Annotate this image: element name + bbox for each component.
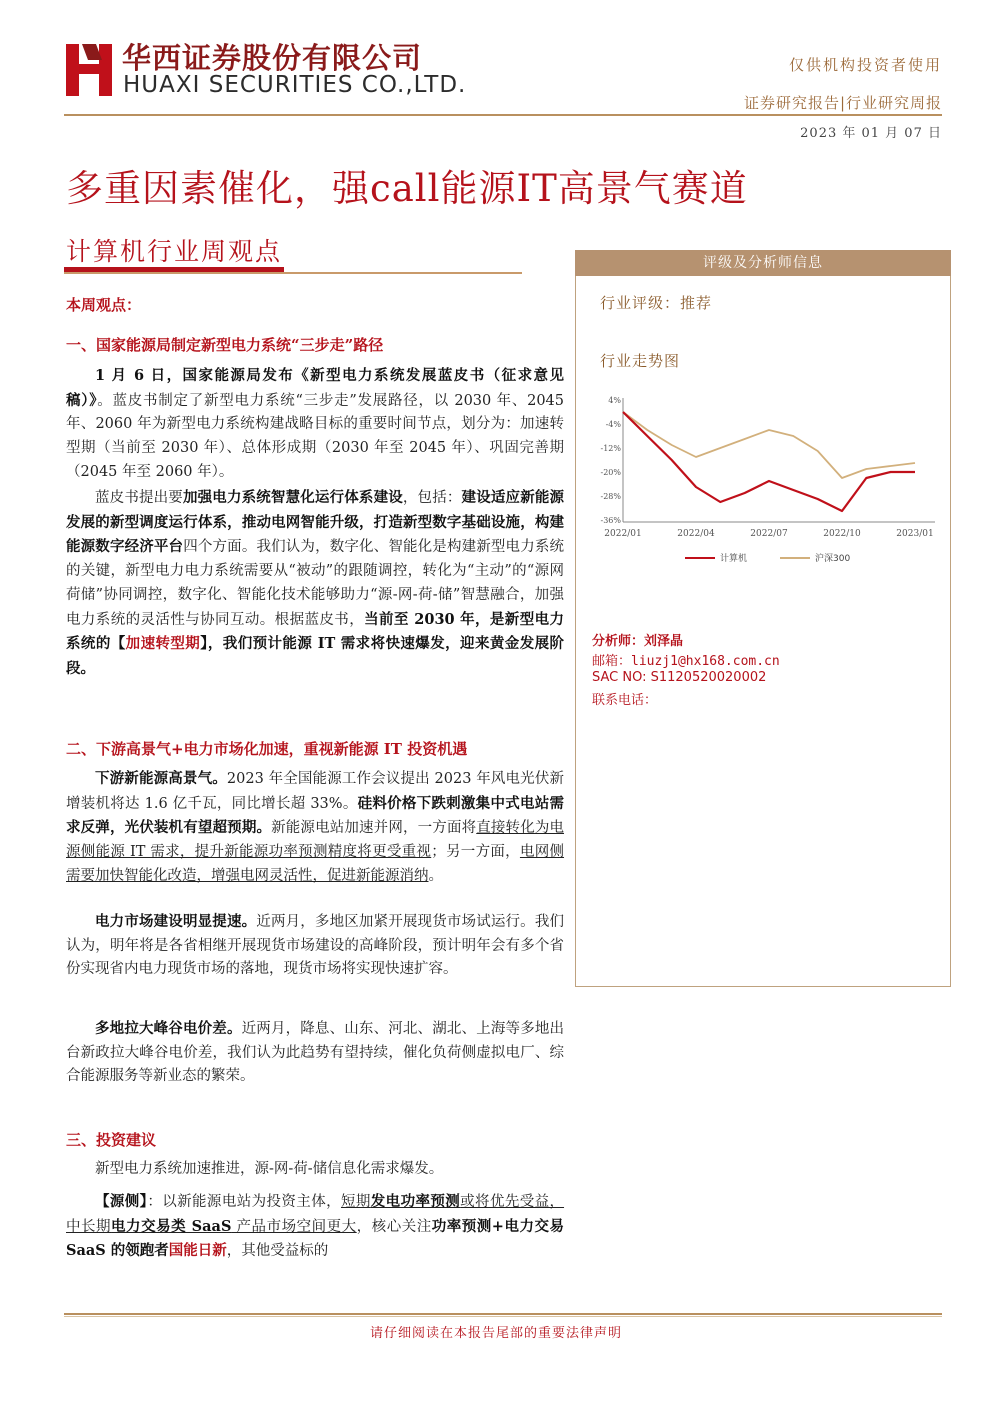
s2p1-t7: 。 bbox=[428, 867, 443, 884]
s2p3-t1: 近两月，降息、山东、河北、湖北、上海等多地出台新政拉大峰谷电价差，我们认为此趋势有望持续，催化负荷侧虚拟电厂、综合能源服务等新业态的繁荣。 bbox=[66, 1021, 565, 1085]
section-1-paragraph-2 bbox=[66, 486, 564, 682]
report-date: 2023 年 01 月 07 日 bbox=[800, 126, 942, 141]
report-type: 证券研究报告|行业研究周报 bbox=[743, 94, 942, 112]
analyst-email[interactable]: 邮箱：liuzj1@hx168.com.cn bbox=[592, 654, 780, 669]
week-view-heading: 本周观点： bbox=[66, 296, 142, 314]
huaxi-logo-icon bbox=[66, 40, 112, 96]
y-tick-label: -36% bbox=[600, 516, 621, 525]
x-tick-label: 2022/01 bbox=[604, 529, 642, 539]
panel-title: 评级及分析师信息 bbox=[575, 250, 951, 276]
s3p2-t1: ：以新能源电站为投资主体， bbox=[147, 1194, 341, 1210]
s2p1-t5: ；另一方面， bbox=[431, 844, 520, 861]
section-2-paragraph-3 bbox=[66, 1017, 564, 1089]
trend-chart-title: 行业走势图 bbox=[600, 352, 681, 370]
s1p1-bold: 1 月 6 日，国家能源局发布《新型电力系统发展蓝皮书（征求意见稿）》 bbox=[66, 367, 564, 409]
s1p2-b7: 】，我们预计能源 IT 需求将快速爆发，迎来黄金发展阶段。 bbox=[66, 635, 565, 677]
x-tick-label: 2022/07 bbox=[750, 529, 788, 539]
s3p2-t2: 短期 bbox=[340, 1194, 371, 1210]
footer-divider-thin bbox=[64, 1316, 942, 1317]
s2p1-t1: 2023 年全国能源工作会议提出 2023 年风电光伏新增装机将达 1.6 亿千瓦，同比增长超 33%。 bbox=[66, 771, 564, 812]
section-2-paragraph-1 bbox=[66, 767, 564, 889]
s1p2-t2: ，包括： bbox=[402, 490, 462, 506]
industry-rating: 行业评级：推荐 bbox=[600, 294, 713, 312]
section-3-paragraph-2 bbox=[66, 1190, 564, 1264]
chart-series bbox=[623, 412, 915, 511]
x-axis-ticks bbox=[604, 529, 933, 539]
s3p2-t7: ，核心关注 bbox=[356, 1218, 432, 1235]
legal-notice: 请仔细阅读在本报告尾部的重要法律声明 bbox=[369, 1326, 622, 1341]
section-1-heading: 一、国家能源局制定新型电力系统“三步走”路径 bbox=[66, 336, 384, 354]
analyst-phone: 联系电话： bbox=[592, 693, 658, 708]
s3p2-t6: 产品市场空间更大 bbox=[231, 1218, 357, 1235]
x-tick-label: 2022/04 bbox=[677, 529, 715, 539]
x-tick-label: 2022/10 bbox=[823, 529, 861, 539]
series-line bbox=[623, 412, 915, 478]
subtitle-divider bbox=[64, 272, 522, 274]
s2p1-b0: 下游新能源高景气。 bbox=[95, 770, 227, 787]
footer-divider bbox=[64, 1313, 942, 1315]
s3p2-t10: ，其他受益标的 bbox=[226, 1243, 329, 1260]
s1p2-b1: 加强电力系统智慧化运行体系建设 bbox=[182, 489, 403, 506]
y-tick-label: -20% bbox=[600, 468, 621, 477]
s3p2-b5: 电力交易类 SaaS bbox=[111, 1217, 232, 1235]
section-3-heading: 三、投资建议 bbox=[66, 1131, 157, 1149]
s1p1-text: 。蓝皮书制定了新型电力系统“三步走”发展路径，以 2030 年、2045 年、2060 年为新型电力系统构建战略目标的重要时间节点，划分为：加速转型期（当前至 2030 年）、总体形成期（2030 年至 2045 年）、巩固完善期（2045 年至 2060 年）。 bbox=[66, 392, 564, 480]
s2p2-t1: 近两月，多地区加紧开展现货市场试运行。我们认为，明年将是各省相继开展现货市场建设的高峰阶段，预计明年会有多个省份实现省内电力现货市场的落地，现货市场将实现快速扩容。 bbox=[66, 914, 565, 978]
s3p2-t4: 或将优先受益，中长期 bbox=[66, 1194, 565, 1235]
s2p1-u4: 直接转化为电源侧能源 IT 需求，提升新能源功率预测精度将更受重视 bbox=[66, 820, 565, 861]
y-tick-label: 4% bbox=[608, 396, 621, 405]
s1p2-red6: 加速转型期 bbox=[125, 635, 201, 653]
analyst-sac-number: SAC NO: S1120520020002 bbox=[592, 670, 767, 685]
s3p2-b0: 【源侧】 bbox=[95, 1193, 148, 1210]
y-tick-label: -28% bbox=[600, 492, 621, 501]
company-name-cn: 华西证券股份有限公司 bbox=[122, 41, 423, 75]
s1p2-b5: 当前至 2030 年，是新型电力系统的【 bbox=[66, 610, 564, 653]
company-name-en: HUAXI SECURITIES CO.,LTD. bbox=[123, 72, 467, 98]
s2p1-b2: 硅料价格下跌刺激集中式电站需求反弹，光伏装机有望超预期。 bbox=[66, 794, 564, 837]
report-title: 多重因素催化，强call能源IT高景气赛道 bbox=[66, 167, 748, 210]
subtitle-accent-bar bbox=[64, 267, 284, 272]
section-2-paragraph-2 bbox=[66, 910, 564, 982]
section-1-paragraph-1 bbox=[66, 364, 564, 485]
series-line bbox=[623, 412, 915, 511]
s2p2-b0: 电力市场建设明显提速。 bbox=[95, 913, 257, 930]
s3p2-red9: 国能日新 bbox=[168, 1242, 227, 1260]
y-tick-label: -12% bbox=[600, 444, 621, 453]
s2p3-b0: 多地拉大峰谷电价差。 bbox=[95, 1020, 242, 1037]
audience-note: 仅供机构投资者使用 bbox=[788, 56, 942, 74]
analyst-name: 分析师：刘泽晶 bbox=[592, 634, 684, 649]
legend-label: 计算机 bbox=[720, 554, 748, 564]
industry-trend-chart bbox=[585, 388, 945, 578]
y-axis-ticks bbox=[601, 396, 622, 525]
s3p2-b8: 功率预测+电力交易 SaaS 的领跑者 bbox=[66, 1217, 565, 1260]
s1p2-t4: 四个方面。我们认为，数字化、智能化是构建新型电力系统的关键，新型电力电力系统需要从“被动”的跟随调控，转化为“主动”的“源网荷储”协同调控，数字化、智能化技术能够助力“源-网-荷-储”智慧融合，加强电力系统的灵活性与协同互动。根据蓝皮书， bbox=[66, 539, 565, 628]
report-subtitle: 计算机行业周观点 bbox=[66, 237, 283, 266]
section-2-heading: 二、下游高景气+电力市场化加速，重视新能源 IT 投资机遇 bbox=[66, 740, 468, 758]
header-divider bbox=[64, 114, 942, 116]
s2p1-u6: 电网侧需要加快智能化改造，增强电网灵活性，促进新能源消纳 bbox=[66, 844, 565, 884]
s1p2-b3: 建设适应新能源发展的新型调度运行体系，推动电网智能升级，打造新型数字基础设施，构建能源数字经济平台 bbox=[66, 489, 565, 556]
section-3-paragraph-1: 新型电力系统加速推进，源-网-荷-储信息化需求爆发。 bbox=[95, 1161, 444, 1177]
s1p2-t0: 蓝皮书提出要 bbox=[95, 490, 183, 506]
chart-legend bbox=[685, 552, 850, 564]
legend-label: 沪深300 bbox=[815, 554, 851, 564]
x-tick-label: 2023/01 bbox=[896, 529, 934, 539]
y-tick-label: -4% bbox=[605, 420, 621, 429]
s2p1-t3: 新能源电站加速并网，一方面将 bbox=[271, 820, 477, 837]
s3p2-b3: 发电功率预测 bbox=[370, 1193, 461, 1210]
